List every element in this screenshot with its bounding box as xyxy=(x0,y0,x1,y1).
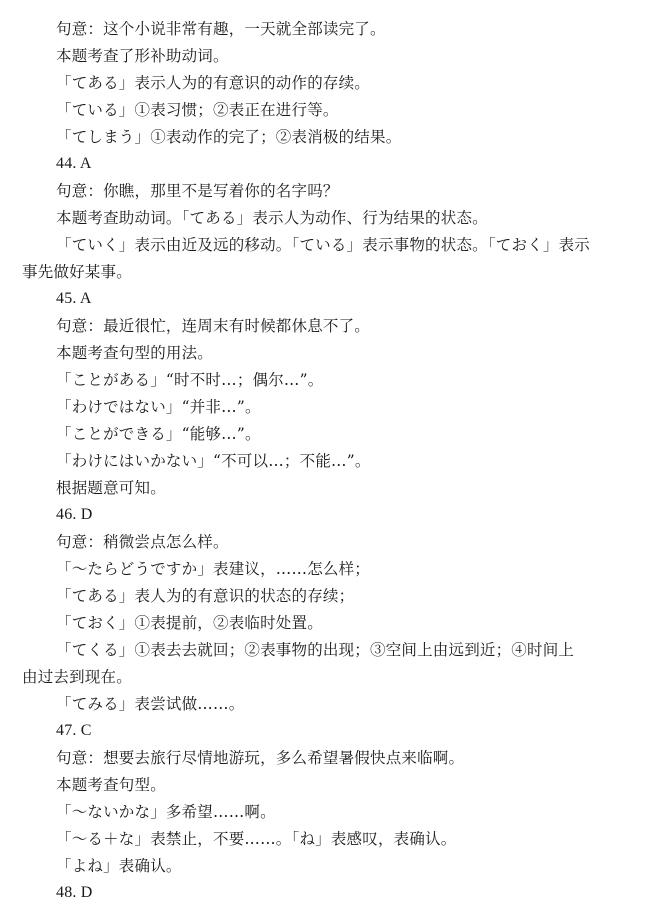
text-line: 「～ないかな」多希望……啊。 xyxy=(56,803,276,821)
text-line: 「ておく」①表提前，②表临时处置。 xyxy=(56,614,323,632)
text-line: 本题考查句型。 xyxy=(56,776,166,794)
question-number: 45. A xyxy=(56,290,92,307)
text-line: 本题考查了形补助动词。 xyxy=(56,47,229,65)
text-line: 「わけではない」“并非…”。 xyxy=(56,398,261,416)
text-line: 句意：稍微尝点怎么样。 xyxy=(56,533,229,551)
text-line: 「てくる」①表去去就回；②表事物的出现；③空间上由远到近；④时间上 xyxy=(56,641,575,659)
text-line: 句意：你瞧，那里不是写着你的名字吗？ xyxy=(56,182,339,200)
text-line: 「ている」①表习惯；②表正在进行等。 xyxy=(56,101,339,119)
text-line: 事先做好某事。 xyxy=(22,263,132,281)
text-line: 「ことができる」“能够…”。 xyxy=(56,425,261,443)
text-line: 句意：最近很忙，连周末有时候都休息不了。 xyxy=(56,317,371,335)
text-line: 「ていく」表示由近及远的移动。「ている」表示事物的状态。「ておく」表示 xyxy=(56,236,591,254)
text-line: 根据题意可知。 xyxy=(56,479,166,497)
question-number: 48. D xyxy=(56,884,93,901)
text-line: 「てある」表示人为的有意识的动作的存续。 xyxy=(56,74,371,92)
text-line: 「よね」表确认。 xyxy=(56,857,182,875)
text-line: 由过去到现在。 xyxy=(22,668,132,686)
text-line: 「～たらどうですか」表建议，……怎么样； xyxy=(56,560,371,578)
question-number: 47. C xyxy=(56,722,92,739)
text-line: 「てみる」表尝试做……。 xyxy=(56,695,245,713)
text-line: 「てしまう」①表动作的完了；②表消极的结果。 xyxy=(56,128,402,146)
question-number: 46. D xyxy=(56,506,93,523)
text-line: 句意：想要去旅行尽情地游玩，多么希望暑假快点来临啊。 xyxy=(56,749,465,767)
text-line: 本题考查句型的用法。 xyxy=(56,344,214,362)
text-line: 「てある」表人为的有意识的状态的存续； xyxy=(56,587,355,605)
question-number: 44. A xyxy=(56,155,92,172)
text-line: 「ことがある」“时不时…；偶尔…”。 xyxy=(56,371,324,389)
text-line: 「～る＋な」表禁止，不要……。「ね」表感叹，表确认。 xyxy=(56,830,457,848)
text-line: 本题考查助动词。「てある」表示人为动作、行为结果的状态。 xyxy=(56,209,488,227)
text-line: 句意：这个小说非常有趣，一天就全部读完了。 xyxy=(56,20,386,38)
text-line: 「わけにはいかない」“不可以…；不能…”。 xyxy=(56,452,371,470)
